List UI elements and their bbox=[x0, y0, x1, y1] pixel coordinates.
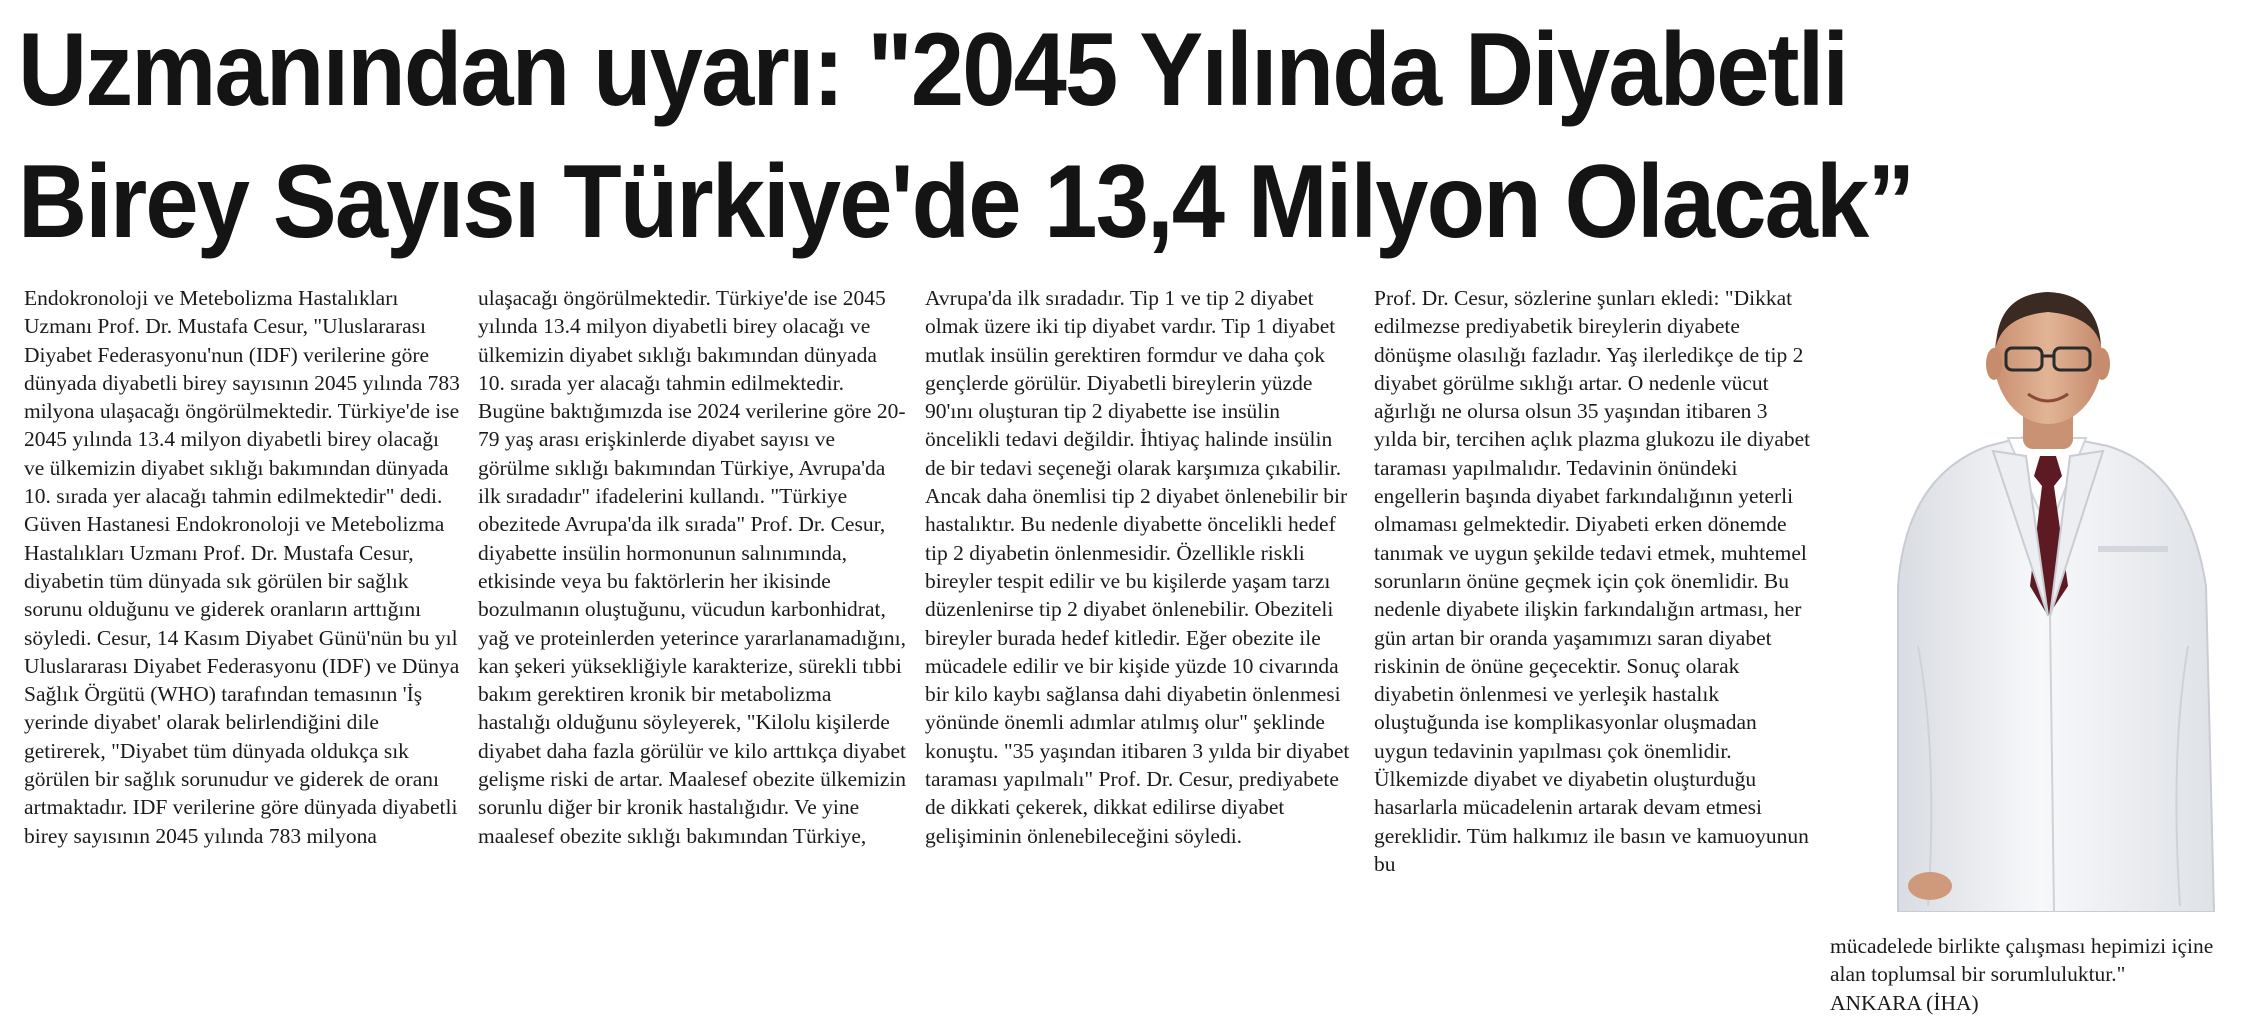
article-headline bbox=[18, 4, 2051, 268]
continuation-text: mücadelede birlikte çalışması hepimizi içine alan toplumsal bir sorumluluktur." bbox=[1830, 934, 2214, 987]
headline-line-2: Birey Sayısı Türkiye'de 13,4 Milyon Olacak” bbox=[18, 144, 1914, 260]
article-column-2 bbox=[478, 284, 908, 1020]
column-text: ulaşacağı öngörülmektedir. Türkiye'de ise 2045 yılında 13.4 milyon diyabetli birey olacağı ve ülkemizin diyabet sıklığı bakımından dünyada 10. sırada yer alacağı tahmin edilmektedir. Bugüne baktığımızda ise 2024 verilerine göre 20-79 yaş arası erişkinlerde diyabet sayısı ve görülme sıklığı bakımından Türkiye, Avrupa'da ilk sıradadır" ifadelerini kullandı. "Türkiye obezitede Avrupa'da ilk sırada" Prof. Dr. Cesur, diyabette insülin hormonunun salınımında, etkisinde veya bu faktörlerin her ikisinde bozulmanın oluştuğunu, vücudun karbonhidrat, yağ ve proteinlerden yeterince yararlanamadığını, kan şekeri yüksekliğiyle karakterize, sürekli tıbbi bakım gerektiren kronik bir metabolizma hastalığı olduğunu söyleyerek, "Kilolu kişilerde diyabet daha fazla görülür ve kilo arttıkça diyabet gelişme riski de artar. Maalesef obezite ülkemizin sorunlu diğer bir kronik hastalığıdır. Ve yine maalesef obezite sıklığı bakımından Türkiye, bbox=[478, 286, 907, 848]
article-column-3 bbox=[925, 284, 1350, 1020]
doctor-portrait-icon bbox=[1858, 286, 2234, 912]
article-continuation bbox=[1830, 932, 2240, 1017]
doctor-photo bbox=[1858, 286, 2234, 912]
article-column-1 bbox=[24, 284, 464, 1020]
headline-line-1: Uzmanından uyarı: "2045 Yılında Diyabetli bbox=[18, 12, 1848, 128]
article-signature: ANKARA (İHA) bbox=[1830, 990, 1979, 1015]
article-column-4 bbox=[1374, 284, 1812, 1020]
column-text: Avrupa'da ilk sıradadır. Tip 1 ve tip 2 diyabet olmak üzere iki tip diyabet vardır. Tip 1 diyabet mutlak insülin gerektiren formdur ve daha çok gençlerde görülür. Diyabetli bireylerin yüzde 90'ını oluşturan tip 2 diyabette ise insülin öncelikli tedavi değildir. İhtiyaç halinde insülin de bir tedavi seçeneği olarak karşımıza çıkabilir. Ancak daha önemlisi tip 2 diyabet önlenebilir bir hastalıktır. Bu nedenle diyabette öncelikli hedef tip 2 diyabetin önlenmesidir. Özellikle riskli bireyler tespit edilir ve bu kişilerde yaşam tarzı düzenlenirse tip 2 diyabet önlenebilir. Obeziteli bireyler burada hedef kitledir. Eğer obezite ile mücadele edilir ve bir kişide yüzde 10 civarında bir kilo kaybı sağlansa dahi diyabetin önlenmesi yönünde önemli adımlar atılmış olur" şeklinde konuştu. "35 yaşından itibaren 3 yılda bir diyabet taraması yapılmalı" Prof. Dr. Cesur, prediyabete de dikkati çekerek, dikkat edilirse diyabet gelişiminin önlenebileceğini söyledi. bbox=[925, 286, 1350, 848]
column-text: Prof. Dr. Cesur, sözlerine şunları ekledi: "Dikkat edilmezse prediyabetik bireylerin diyabete dönüşme olasılığı fazladır. Yaş ilerledikçe de tip 2 diyabet görülme sıklığı artar. O nedenle vücut ağırlığı ne olursa olsun 35 yaşından itibaren 3 yılda bir, tercihen açlık plazma glukozu ile diyabet taraması yapılmalıdır. Tedavinin önündeki engellerin başında diyabet farkındalığının yeterli olmaması gelmektedir. Diyabeti erken dönemde tanımak ve uygun şekilde tedavi etmek, muhtemel sorunların önüne geçmek için çok önemlidir. Bu nedenle diyabete ilişkin farkındalığın artması, her gün artan bir oranda yaşamımızı saran diyabet riskinin de önüne geçecektir. Sonuç olarak diyabetin önlenmesi ve yerleşik hastalık oluştuğunda ise komplikasyonlar oluşmadan uygun tedavinin yapılması çok önemlidir. Ülkemizde diyabet ve diyabetin oluşturduğu hasarlarla mücadelenin artarak devam etmesi gereklidir. Tüm halkımız ile basın ve kamuoyunun bu bbox=[1374, 286, 1811, 876]
column-text: Endokronoloji ve Metebolizma Hastalıkları Uzmanı Prof. Dr. Mustafa Cesur, "Uluslararası Diyabet Federasyonu'nun (IDF) verilerine göre dünyada diyabetli birey sayısının 2045 yılında 783 milyona ulaşacağı öngörülmektedir. Türkiye'de ise 2045 yılında 13.4 milyon diyabetli birey olacağı ve ülkemizin diyabet sıklığı bakımından dünyada 10. sırada yer alacağı tahmin edilmektedir" dedi. Güven Hastanesi Endokronoloji ve Metebolizma Hastalıkları Uzmanı Prof. Dr. Mustafa Cesur, diyabetin tüm dünyada sık görülen bir sağlık sorunu olduğunu ve giderek oranların arttığını söyledi. Cesur, 14 Kasım Diyabet Günü'nün bu yıl Uluslararası Diyabet Federasyonu (IDF) ve Dünya Sağlık Örgütü (WHO) tarafından temasının 'İş yerinde diyabet' olarak belirlendiğini dile getirerek, "Diyabet tüm dünyada oldukça sık görülen bir sağlık sorunudur ve giderek de oranı artmaktadır. IDF verilerine göre dünyada diyabetli birey sayısının 2045 yılında 783 milyona bbox=[24, 286, 460, 848]
